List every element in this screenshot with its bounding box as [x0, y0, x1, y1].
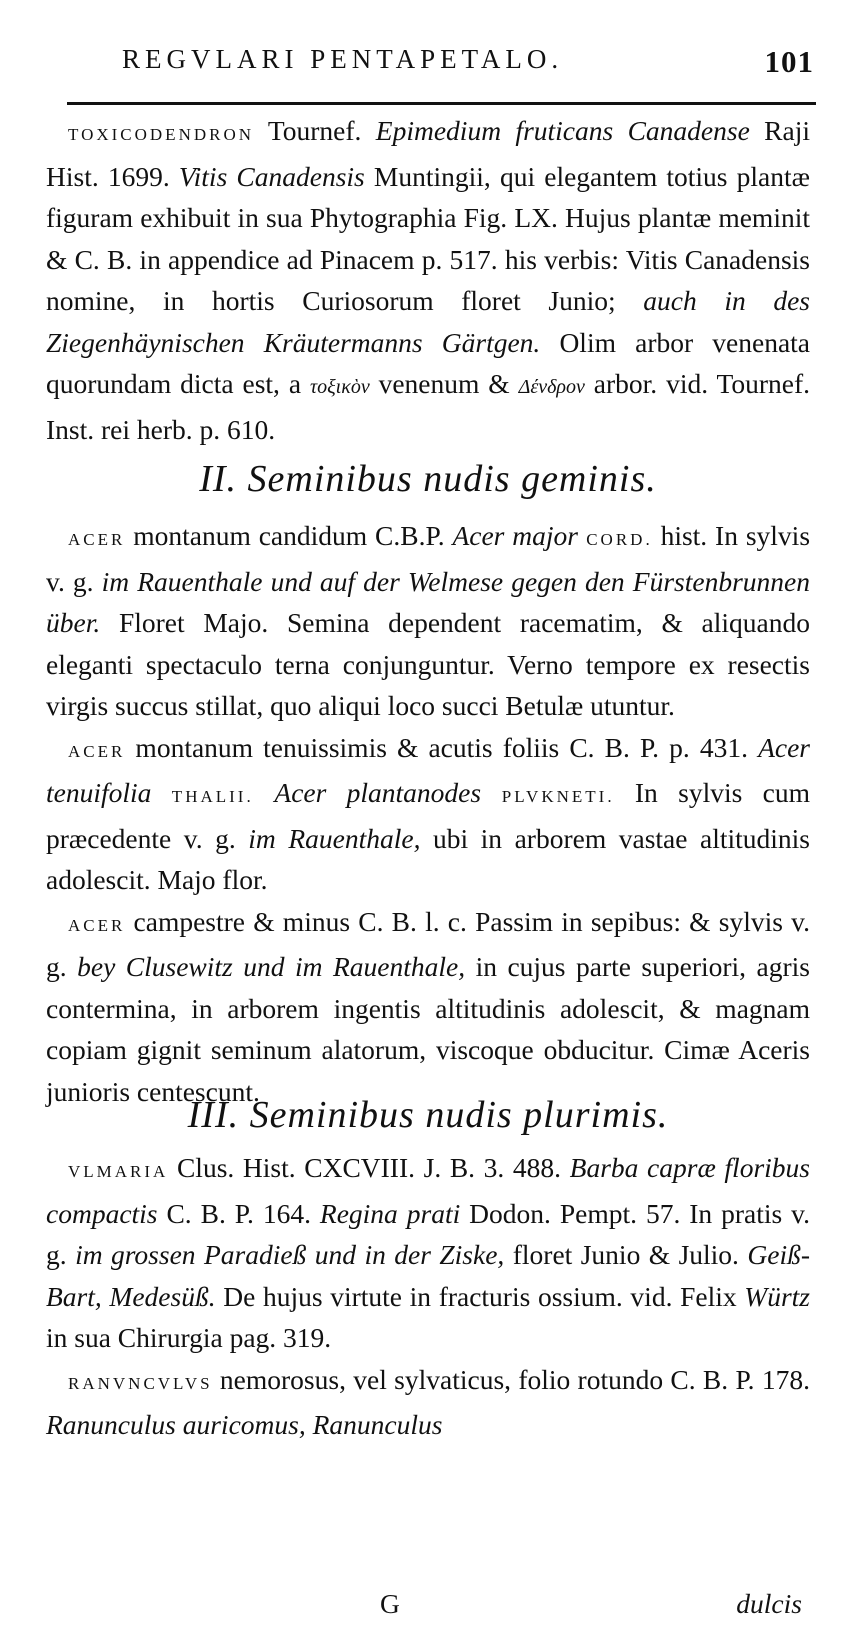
- entry-text: hist. In sylvis v. g.: [46, 520, 811, 597]
- entry-italic: Würtz: [744, 1280, 810, 1312]
- catchword: dulcis: [736, 1588, 802, 1619]
- running-head: [112, 44, 820, 84]
- entry-italic: Epimedium fruticans Canadense: [375, 115, 750, 146]
- author-abbrev: THALII.: [151, 787, 275, 806]
- entry-lemma: ACER: [68, 915, 126, 935]
- running-title: REGVLARI PENTAPETALO.: [122, 44, 564, 74]
- section-2-text: [46, 515, 810, 1112]
- entry-italic: bey Clusewitz und im Rauenthale,: [77, 951, 466, 982]
- section-3-text: [46, 1147, 810, 1446]
- header-rule: [67, 102, 816, 105]
- entry-italic: Acer plantanodes: [274, 777, 482, 808]
- entry-italic: Ranunculus auricomus, Ranunculus: [46, 1409, 443, 1440]
- entry-lemma: ACER: [68, 741, 126, 761]
- entry-text: Raji Hist. 1699.: [46, 115, 810, 192]
- entry-italic: auch in des Ziegenhäynischen Kräutermanns Gärtgen.: [46, 285, 810, 358]
- entry-text: Clus. Hist. CXCVIII. J. B. 3. 488.: [168, 1152, 570, 1183]
- signature-mark: G: [380, 1588, 400, 1619]
- entry-italic: im Rauenthale und auf der Welmese gegen den Fürstenbrunnen über.: [46, 565, 810, 638]
- entry-lemma: RANVNCVLVS: [68, 1373, 213, 1393]
- entry-toxicodendron: [46, 110, 810, 450]
- entry-italic: Acer major: [452, 520, 578, 551]
- entry-acer-montanum-tenuissimis: [46, 727, 810, 901]
- greek-word: τοξικὸν: [309, 376, 370, 398]
- entry-italic: im grossen Paradieß und in der Ziske,: [75, 1239, 505, 1270]
- greek-word: Δένδρον: [518, 376, 585, 398]
- entry-italic: Geiß-Bart, Medesüß.: [46, 1239, 810, 1312]
- entry-ranunculus: [46, 1359, 810, 1446]
- author-abbrev: CORD.: [577, 530, 653, 549]
- entry-text: nemorosus, vel sylvaticus, folio rotundo C. B. P. 178.: [212, 1363, 810, 1395]
- entry-text: in sua Chirurgia pag. 319.: [46, 1322, 332, 1353]
- section-heading-seminibus-nudis-plurimis: III. Seminibus nudis plurimis.: [187, 1094, 669, 1136]
- entry-vlmaria: [46, 1147, 810, 1359]
- entry-text: floret Junio & Julio.: [504, 1239, 748, 1270]
- entry-text: venenum &: [369, 368, 519, 399]
- entry-lemma: TOXICODENDRON: [68, 125, 255, 144]
- entry-text: montanum tenuissimis & acutis foliis C. B. P. p. 431.: [125, 731, 759, 763]
- entry-acer-montanum-candidum: [46, 515, 810, 727]
- entry-acer-campestre: [46, 901, 810, 1113]
- entry-text: arbor. vid. Tournef. Inst. rei herb. p. 610.: [46, 368, 811, 445]
- section-heading-seminibus-nudis-geminis: II. Seminibus nudis geminis.: [199, 458, 657, 500]
- entry-text: Dodon. Pempt. 57. In pratis v. g.: [46, 1197, 810, 1270]
- author-abbrev: PLVKNETI.: [481, 787, 615, 806]
- entry-text: De hujus virtute in fracturis ossium. vid. Felix: [215, 1280, 745, 1312]
- entry-text: montanum candidum C.B.P.: [125, 520, 453, 551]
- entry-lemma: VLMARIA: [68, 1162, 169, 1181]
- entry-text: in cujus parte superiori, agris contermina, in arborem ingentis altitudinis adolescit, & magnam copiam gignit seminum alatorum, viscoque obducitur. Cimæ Aceris junioris centescunt.: [46, 951, 811, 1107]
- entry-italic: Regina prati: [319, 1197, 461, 1229]
- entry-text: Muntingii, qui elegantem totius plantæ figuram exhibuit in sua Phytographia Fig. LX. Hujus plantæ meminit & C. B. in appendice ad Pinacem p. 517. his verbis: Vitis Canadensis nomine, in hortis Curiosorum floret Junio;: [46, 160, 810, 316]
- entry-lemma: ACER: [68, 530, 126, 549]
- entry-text: Tournef.: [254, 115, 376, 146]
- entry-italic: Acer tenuifolia: [46, 731, 810, 808]
- entry-text: Floret Majo. Semina dependent racematim, & aliquando eleganti spectaculo terna conjunguntur. Verno tempore ex resectis virgis succus stillat, quo aliqui loco succi Betulæ utuntur.: [46, 607, 810, 721]
- entry-italic: im Rauenthale,: [248, 822, 421, 854]
- entry-text: Olim arbor venenata quorundam dicta est, a: [46, 326, 811, 399]
- page-footer: [46, 1588, 806, 1628]
- entry-text: In sylvis cum præcedente v. g.: [46, 777, 810, 854]
- entry-text: ubi in arborem vastae altitudinis adolescit. Majo flor.: [46, 822, 810, 895]
- page-number: 101: [764, 44, 814, 79]
- entry-text: campestre & minus C. B. l. c. Passim in sepibus: & sylvis v. g.: [46, 905, 810, 982]
- entry-italic: Barba capræ floribus compactis: [46, 1152, 810, 1229]
- section-1-text: [46, 110, 810, 450]
- entry-text: C. B. P. 164.: [157, 1197, 320, 1229]
- entry-italic: Vitis Canadensis: [178, 160, 365, 192]
